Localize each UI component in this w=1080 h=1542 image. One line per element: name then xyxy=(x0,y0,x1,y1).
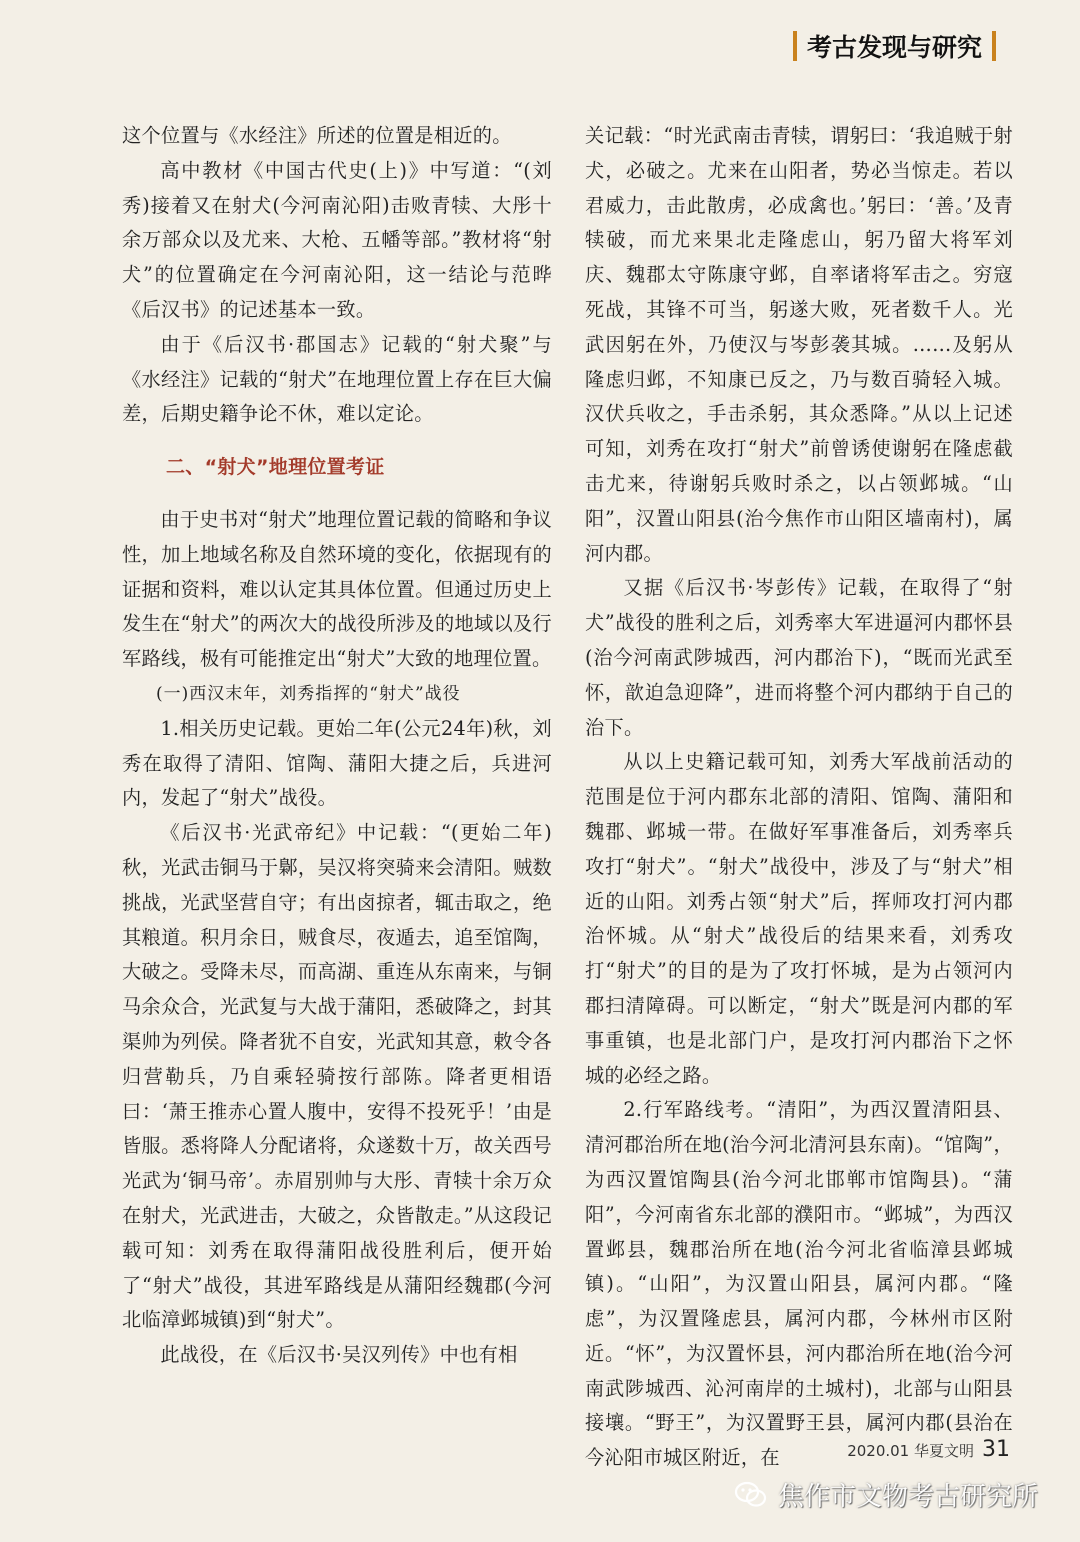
watermark-text: 焦作市文物考古研究所 xyxy=(778,1482,1039,1512)
page-footer xyxy=(847,1437,1010,1462)
section-header xyxy=(783,28,1006,64)
paragraph: 《后汉书·光武帝纪》中记载：“(更始二年)秋，光武击铜马于鄡，吴汉将突骑来会清阳。贼数挑战，光武坚营自守；有出卤掠者，辄击取之，绝其粮道。积月余日，贼食尽，夜遁去，追至馆陶，大破之。受降未尽，而高湖、重连从东南来，与铜马余众合，光武复与大战于蒲阳，悉破降之，封其渠帅为列侯。降者犹不自安，光武知其意，敕令各归营勒兵，乃自乘轻骑按行部陈。降者更相语曰：‘萧王推赤心置人腹中，安得不投死乎！’由是皆服。悉将降人分配诸将，众遂数十万，故关西号光武为‘铜马帝’。赤眉别帅与大彤、青犊十余万众在射犬，光武进击，大破之，众皆散走。”从这段记载可知：刘秀在取得蒲阳战役胜利后，便开始了“射犬”战役，其进军路线是从蒲阳经魏郡(今河北临漳邺城镇)到“射犬”。 xyxy=(122,821,552,1332)
paragraph: 由于史书对“射犬”地理位置记载的简略和争议性，加上地域名称及自然环境的变化，依据现有的证据和资料，难以认定其具体位置。但通过历史上发生在“射犬”的两次大的战役所涉及的地域以及行军路线，极有可能推定出“射犬”大致的地理位置。 xyxy=(122,507,552,671)
page-number: 31 xyxy=(982,1437,1010,1462)
subsection-heading: (一)西汉末年，刘秀指挥的“射犬”战役 xyxy=(156,683,461,704)
wechat-icon xyxy=(734,1480,768,1510)
paragraph: 高中教材《中国古代史(上)》中写道：“(刘秀)接着又在射犬(今河南沁阳)击败青犊、大彤十余万部众以及尤来、大枪、五幡等部。”教材将“射犬”的位置确定在今河南沁阳，这一结论与范晔《后汉书》的记述基本一致。 xyxy=(122,158,552,321)
left-column xyxy=(122,119,552,1373)
section-heading: 二、“射犬”地理位置考证 xyxy=(166,456,385,479)
header-bar-right xyxy=(992,31,996,61)
paragraph: 1.相关历史记载。更始二年(公元24年)秋，刘秀在取得了清阳、馆陶、蒲阳大捷之后，兵进河内，发起了“射犬”战役。 xyxy=(122,716,552,810)
paragraph: 这个位置与《水经注》所述的位置是相近的。 xyxy=(122,124,512,147)
journal-issue: 2020.01 华夏文明 xyxy=(847,1442,974,1460)
paragraph: 从以上史籍记载可知，刘秀大军战前活动的范围是位于河内郡东北部的清阳、馆陶、蒲阳和魏郡、邺城一带。在做好军事准备后，刘秀率兵攻打“射犬”。“射犬”战役中，涉及了与“射犬”相近的山阳。刘秀占领“射犬”后，挥师攻打河内郡治怀城。从“射犬”战役后的结果来看，刘秀攻打“射犬”的目的是为了攻打怀城，是为占领河内郡扫清障碍。可以断定，“射犬”既是河内郡的军事重镇，也是北部门户，是攻打河内郡治下之怀城的必经之路。 xyxy=(585,750,1013,1087)
paragraph: 2.行军路线考。“清阳”，为西汉置清阳县、清河郡治所在地(治今河北清河县东南)。“馆陶”，为西汉置馆陶县(治今河北邯郸市馆陶县)。“蒲阳”，今河南省东北部的濮阳市。“邺城”，为西汉置邺县，魏郡治所在地(治今河北省临漳县邺城镇)。“山阳”，为汉置山阳县，属河内郡。“隆虑”，为汉置隆虑县，属河内郡，今林州市区附近。“怀”，为汉置怀县，河内郡治所在地(治今河南武陟城西、沁河南岸的土城村)，北部与山阳县接壤。“野王”，为汉置野王县，属河内郡(县治在今沁阳市城区附近，在 xyxy=(585,1098,1013,1470)
right-column xyxy=(585,119,1013,1476)
paragraph: 此战役，在《后汉书·吴汉列传》中也有相 xyxy=(160,1343,518,1367)
paragraph: 由于《后汉书·郡国志》记载的“射犬聚”与《水经注》记载的“射犬”在地理位置上存在巨大偏差，后期史籍争论不休，难以定论。 xyxy=(122,332,552,426)
paragraph: 又据《后汉书·岑彭传》记载，在取得了“射犬”战役的胜利之后，刘秀率大军进逼河内郡怀县(治今河南武陟城西，河内郡治下)，“既而光武至怀，歆迫急迎降”，进而将整个河内郡纳于自己的治下。 xyxy=(585,576,1013,739)
section-title: 考古发现与研究 xyxy=(806,33,982,62)
watermark xyxy=(734,1476,1038,1513)
paragraph: 关记载：“时光武南击青犊，谓躬曰：‘我追贼于射犬，必破之。尤来在山阳者，势必当惊走。若以君威力，击此散虏，必成禽也。’躬曰：‘善。’及青犊破，而尤来果北走隆虑山，躬乃留大将军刘庆、魏郡太守陈康守邺，自率诸将军击之。穷寇死战，其锋不可当，躬遂大败，死者数千人。光武因躬在外，乃使汉与岑彭袭其城。……及躬从隆虑归邺，不知康已反之，乃与数百骑轻入城。汉伏兵收之，手击杀躬，其众悉降。”从以上记述可知，刘秀在攻打“射犬”前曾诱使谢躬在隆虑截击尤来，待谢躬兵败时杀之，以占领邺城。“山阳”，汉置山阳县(治今焦作市山阳区墙南村)，属河内郡。 xyxy=(585,124,1013,565)
header-bar-left xyxy=(793,31,797,61)
